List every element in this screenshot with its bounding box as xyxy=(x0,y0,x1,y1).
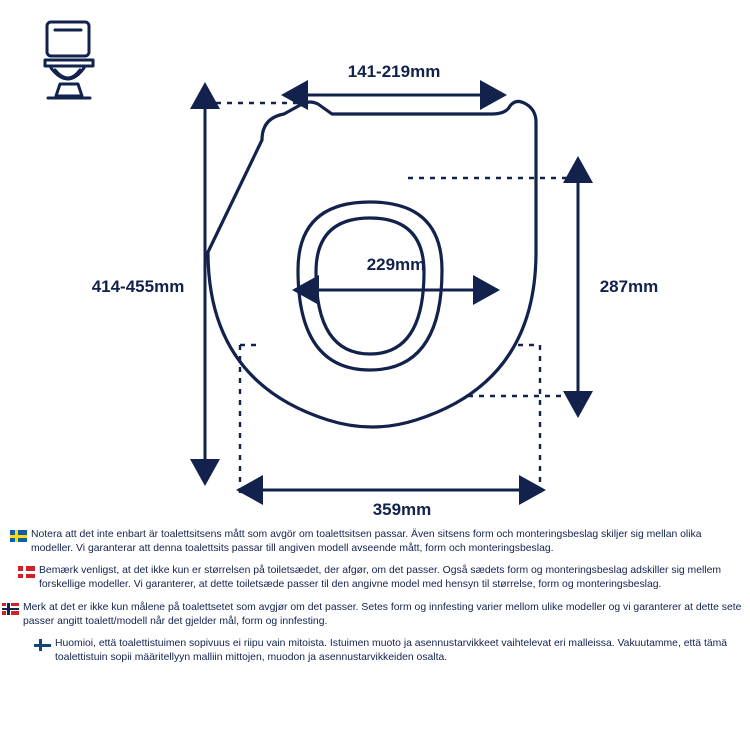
dim-right-height-label: 287mm xyxy=(599,277,659,296)
dim-top-width-label: 141-219mm xyxy=(347,62,441,81)
dim-inner-width-label: 229mm xyxy=(366,255,426,274)
note-da-text: Bemærk venligst, at det ikke kun er størrelsen på toiletsædet, der afgør, om det passer. Også sædets form og monteringsbeslag adskiller sig mellem forskellige modeller. Vi garanterer, at dette toiletsæde passer til den angivne model med hensyn til størrelse, form og monteringsbeslag. xyxy=(39,565,722,591)
seat-ring-inner xyxy=(316,218,424,354)
note-no xyxy=(2,601,750,628)
seat-ring-outer xyxy=(298,202,442,370)
dim-left-height-label: 414-455mm xyxy=(91,277,185,296)
note-fi xyxy=(34,637,750,664)
note-sv xyxy=(10,528,750,555)
language-notes xyxy=(0,528,750,750)
note-no-text: Merk at det er ikke kun målene på toalettsetet som avgjør om det passer. Setes form og innfesting varier mellom ulike modeller og vi garanterer at dette sete passer angitt toalett/modell når det gjelder mål, form og innfesting. xyxy=(23,601,742,627)
toilet-icon xyxy=(45,22,93,98)
note-sv-text: Notera att det inte enbart är toalettsitsens mått som avgör om toalettsitsen passar. Även sitsens form och monteringsbeslag skiljer sig mellan olika modeller. Vi garanterar att denna toalettsits passar till angiven modell avseende mått, form och monteringsbeslag. xyxy=(31,529,702,554)
flag-norway-icon xyxy=(2,603,19,615)
flag-sweden-icon xyxy=(10,530,27,542)
note-fi-text: Huomioi, että toalettistuimen sopivuus ei riipu vain mitoista. Istuimen muoto ja asennustarvikkeet vaihtelevat eri malleissa. Vakuutamme, että tämä toalettistuin sopii määritellyyn malliin mittojen, muodon ja asennustarvikkeiden osalta. xyxy=(55,638,728,664)
note-da xyxy=(18,564,750,591)
flag-denmark-icon xyxy=(18,566,35,578)
dim-bottom-width-label: 359mm xyxy=(372,500,432,519)
flag-finland-icon xyxy=(34,639,51,651)
